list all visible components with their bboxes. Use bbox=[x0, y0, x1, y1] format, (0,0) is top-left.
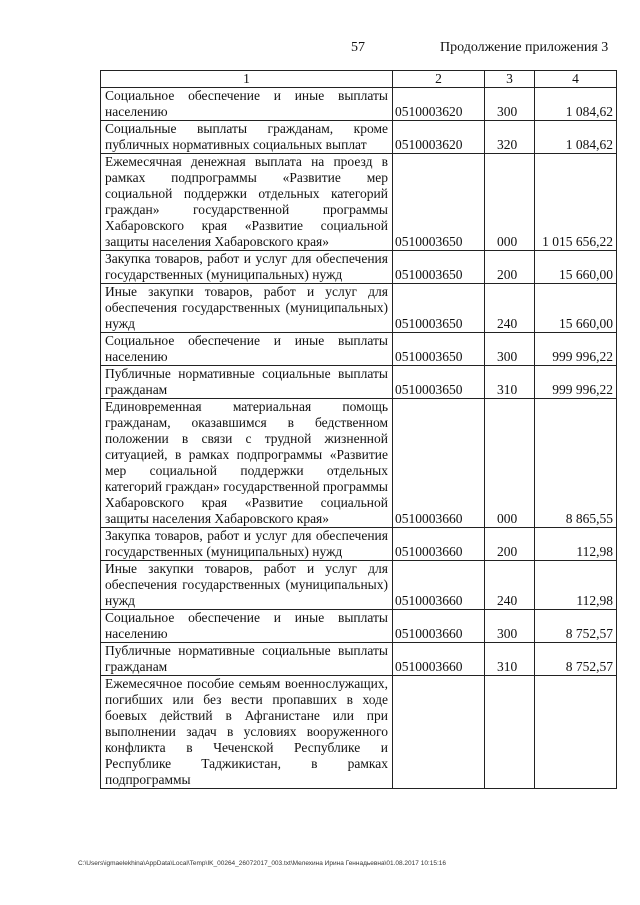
table-row bbox=[101, 366, 617, 399]
row-target-code: 0510003650 bbox=[393, 284, 485, 333]
table-row bbox=[101, 333, 617, 366]
row-amount: 999 996,22 bbox=[535, 366, 617, 399]
row-target-code: 0510003650 bbox=[393, 366, 485, 399]
row-description: Публичные нормативные социальные выплаты гражданам bbox=[101, 643, 393, 676]
row-amount: 8 752,57 bbox=[535, 643, 617, 676]
row-description: Закупка товаров, работ и услуг для обеспечения государственных (муниципальных) нужд bbox=[101, 251, 393, 284]
column-header: 1 bbox=[101, 71, 393, 88]
row-description: Ежемесячная денежная выплата на проезд в рамках подпрограммы «Развитие мер социальной поддержки отдельных категорий граждан» государственной программы Хабаровского края «Развитие социальной защиты населения Хабаровского края» bbox=[101, 154, 393, 251]
column-header: 4 bbox=[535, 71, 617, 88]
row-description: Социальные выплаты гражданам, кроме публичных нормативных социальных выплат bbox=[101, 121, 393, 154]
appendix-table bbox=[100, 70, 617, 789]
row-expense-type: 300 bbox=[485, 610, 535, 643]
row-amount bbox=[535, 676, 617, 789]
row-expense-type: 310 bbox=[485, 643, 535, 676]
row-description: Закупка товаров, работ и услуг для обеспечения государственных (муниципальных) нужд bbox=[101, 528, 393, 561]
row-amount: 112,98 bbox=[535, 528, 617, 561]
page-number: 57 bbox=[351, 40, 365, 55]
table-row bbox=[101, 88, 617, 121]
row-expense-type: 000 bbox=[485, 399, 535, 528]
row-amount: 1 084,62 bbox=[535, 121, 617, 154]
table-row bbox=[101, 643, 617, 676]
row-expense-type: 200 bbox=[485, 528, 535, 561]
table-row bbox=[101, 399, 617, 528]
table-row bbox=[101, 121, 617, 154]
row-amount: 8 752,57 bbox=[535, 610, 617, 643]
table-row bbox=[101, 528, 617, 561]
row-target-code: 0510003660 bbox=[393, 528, 485, 561]
page-title: Продолжение приложения 3 bbox=[440, 40, 609, 55]
row-expense-type: 310 bbox=[485, 366, 535, 399]
table-row bbox=[101, 676, 617, 789]
table-header-row bbox=[101, 71, 617, 88]
row-expense-type: 240 bbox=[485, 284, 535, 333]
row-description: Ежемесячное пособие семьям военнослужащих, погибших или без вести пропавших в ходе боевых действий в Афганистане или при выполнении задач в условиях вооруженного конфликта в Чеченской Республике и Республике Таджикистан, в рамках подпрограммы bbox=[101, 676, 393, 789]
row-expense-type: 240 bbox=[485, 561, 535, 610]
table-row bbox=[101, 154, 617, 251]
row-target-code: 0510003620 bbox=[393, 88, 485, 121]
row-target-code bbox=[393, 676, 485, 789]
row-description: Социальное обеспечение и иные выплаты населению bbox=[101, 610, 393, 643]
row-target-code: 0510003650 bbox=[393, 333, 485, 366]
row-amount: 1 084,62 bbox=[535, 88, 617, 121]
row-target-code: 0510003660 bbox=[393, 643, 485, 676]
row-description: Социальное обеспечение и иные выплаты населению bbox=[101, 333, 393, 366]
row-amount: 999 996,22 bbox=[535, 333, 617, 366]
table-row bbox=[101, 251, 617, 284]
row-expense-type: 300 bbox=[485, 333, 535, 366]
row-expense-type: 300 bbox=[485, 88, 535, 121]
row-target-code: 0510003660 bbox=[393, 399, 485, 528]
row-expense-type: 320 bbox=[485, 121, 535, 154]
row-amount: 1 015 656,22 bbox=[535, 154, 617, 251]
row-amount: 112,98 bbox=[535, 561, 617, 610]
row-target-code: 0510003650 bbox=[393, 154, 485, 251]
table-row bbox=[101, 284, 617, 333]
row-expense-type: 000 bbox=[485, 154, 535, 251]
row-target-code: 0510003650 bbox=[393, 251, 485, 284]
row-description: Публичные нормативные социальные выплаты гражданам bbox=[101, 366, 393, 399]
file-path-footer: C:\Users\igmaelekhina\AppData\Local\Temp\IK_00264_26072017_003.txt\Мелехина Ирина Геннадьевна\01.08.2017 10:15:16 bbox=[78, 860, 447, 867]
row-description: Единовременная материальная помощь гражданам, оказавшимся в бедственном положении в связи с трудной жизненной ситуацией, в рамках подпрограммы «Развитие мер социальной поддержки отдельных категорий граждан» государственной программы Хабаровского края «Развитие социальной защиты населения Хабаровского края» bbox=[101, 399, 393, 528]
row-description: Социальное обеспечение и иные выплаты населению bbox=[101, 88, 393, 121]
column-header: 2 bbox=[393, 71, 485, 88]
row-target-code: 0510003620 bbox=[393, 121, 485, 154]
row-description: Иные закупки товаров, работ и услуг для обеспечения государственных (муниципальных) нужд bbox=[101, 561, 393, 610]
row-amount: 8 865,55 bbox=[535, 399, 617, 528]
column-header: 3 bbox=[485, 71, 535, 88]
table-row bbox=[101, 610, 617, 643]
row-target-code: 0510003660 bbox=[393, 561, 485, 610]
table-row bbox=[101, 561, 617, 610]
row-target-code: 0510003660 bbox=[393, 610, 485, 643]
row-expense-type bbox=[485, 676, 535, 789]
row-expense-type: 200 bbox=[485, 251, 535, 284]
row-description: Иные закупки товаров, работ и услуг для обеспечения государственных (муниципальных) нужд bbox=[101, 284, 393, 333]
row-amount: 15 660,00 bbox=[535, 284, 617, 333]
row-amount: 15 660,00 bbox=[535, 251, 617, 284]
